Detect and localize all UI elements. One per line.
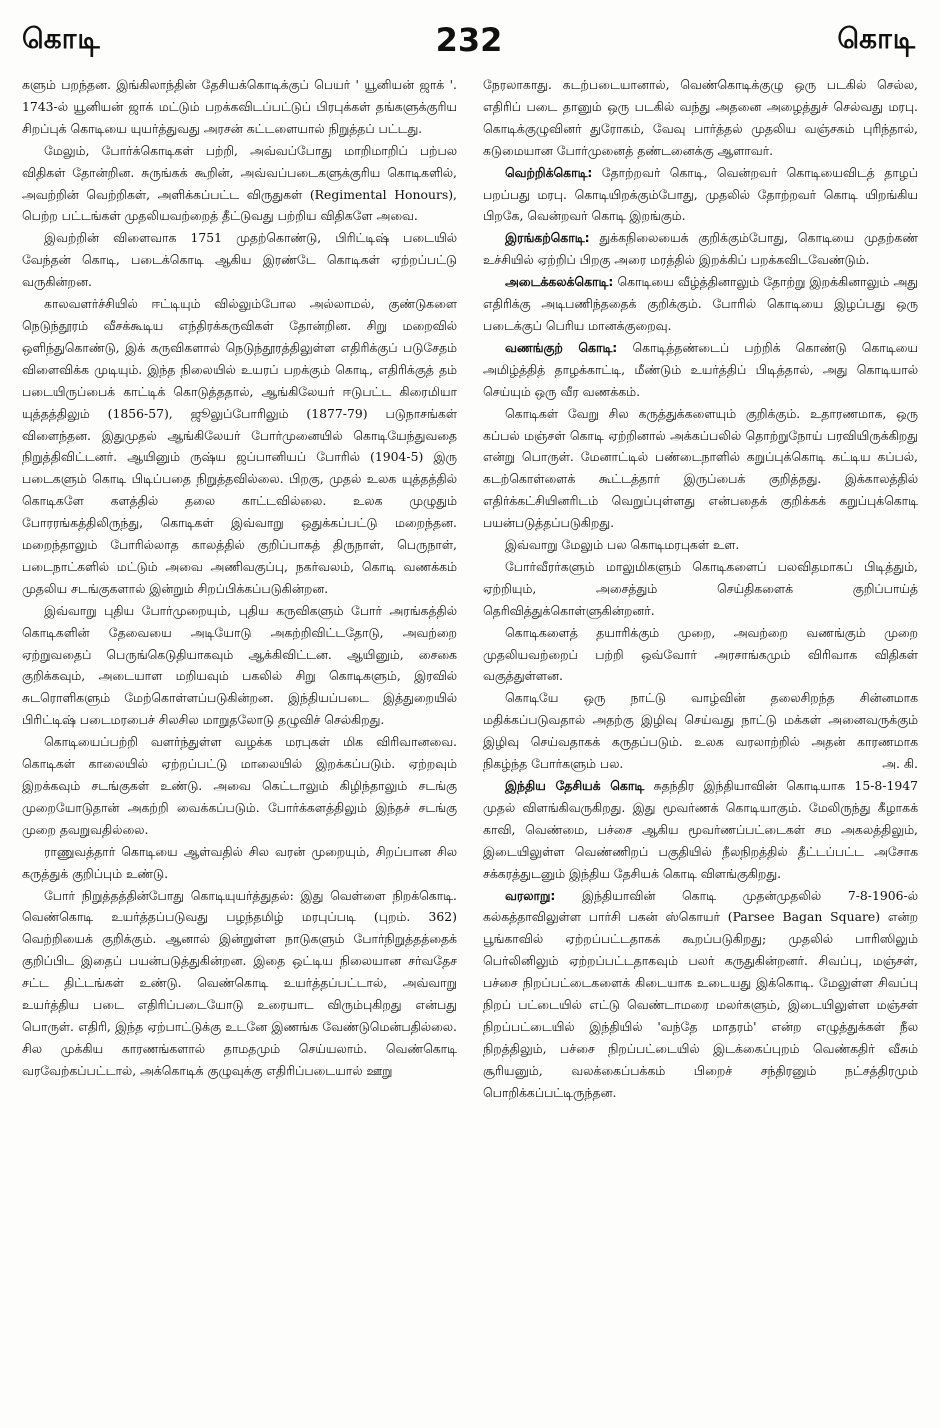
paragraph (483, 556, 918, 622)
paragraph (483, 622, 918, 688)
paragraph-text: காலவளர்ச்சியில் ஈட்டியும் வில்லும்போல அல்லாமல், குண்டுகளை நெடுந்தூரம் வீசக்கூடிய எந்திரக்கருவிகள் தோன்றின. சிறு மறைவில் ஒளிந்துகொண்டு, இக் கருவிகளால் நெடுந்தூரத்திலுள்ள எதிரிக்குப் படுசேதம் விளைவிக்க முடியும். இந்த நிலையில் உயரப் பறக்கும் கொடி, எதிரிக்குத் தம் படையிருப்பைக் காட்டிக் கொடுத்ததால், ஆங்கிலேயர் ஈடுபட்ட கிரைமியா யுத்தத்திலும் (1856-57), ஜூலுப்போரிலும் (1877-79) படுநாசங்கள் விளைந்தன. இதுமுதல் ஆங்கிலேயர் போர்முனையில் கொடியேந்துவதை நிறுத்திவிட்டனர். ஆயினும் ருஷ்ய ஜப்பானியப் போரில் (1904-5) இரு படைகளும் கொடி பிடிப்பதை நிறுத்தவில்லை. பிறகு, முதல் உலக யுத்தத்தில் கொடிகளே களத்தில் தலை காட்டவில்லை. உலக முழுதும் போரரங்கத்திலிருந்து, கொடிகள் இவ்வாறு ஒதுக்கப்பட்டு மறைந்தன. மறைந்தாலும் போரில்லாத காலத்தில் குறிப்பாகத் திருநாள், பெருநாள், படைநாட்களில் மட்டும் அவை அணிவகுப்பு, நகர்வலம், கொடி வணக்கம் முதலிய சடங்குகளால் இன்றும் சிறப்பிக்கப்படுகின்றன. (22, 296, 457, 596)
paragraph (22, 841, 457, 885)
entry-term: வணங்குற் கொடி: (505, 339, 618, 355)
paragraph-text: மேலும், போர்க்கொடிகள் பற்றி, அவ்வப்போது மாறிமாறிப் பற்பல விதிகள் தோன்றின. சுருங்கக் கூறின், அவ்வப்படைகளுக்குரிய கொடிகளில், அவற்றின் வெற்றிகள், அளிக்கப்பட்ட விருதுகள் (Regimental Honours), பெற்ற பட்டங்கள் முதலியவற்றைத் தீட்டுவது பற்றிய விதிகளே அவை. (22, 142, 457, 224)
paragraph-text: கொடிகளைத் தயாரிக்கும் முறை, அவற்றை வணங்கும் முறை முதலியவற்றைப் பற்றி ஒவ்வோர் அரசாங்கமும் விரிவாக விதிகள் வகுத்துள்ளன. (483, 624, 918, 684)
paragraph (22, 227, 457, 293)
paragraph (22, 74, 457, 140)
paragraph (22, 600, 457, 731)
paragraph-text: போர் நிறுத்தத்தின்போது கொடியுயர்த்துதல்: இது வெள்ளை நிறக்கொடி. வெண்கொடி உயர்த்தப்படுவது பழந்தமிழ் மரபுப்படி (புறம். 362) வெற்றியைக் குறிக்கும். ஆனால் இன்றுள்ள நாடுகளும் போர்நிறுத்தத்தைக் குறிப்பிட இதைப் பயன்படுத்துகின்றன. இதை ஒட்டிய நிலையான சர்வதேச சட்ட திட்டங்கள் உண்டு. வெண்கொடி உயர்த்தப்பட்டால், அவ்வாறு உயர்த்திய படை எதிரிப்படையோடு உரையாட விரும்புகிறது என்பது பொருள். எதிரி, இந்த ஏற்பாட்டுக்கு உடனே இணங்க வேண்டுமென்பதில்லை. சில முக்கிய காரணங்களால் தாமதமும் செய்யலாம். வெண்கொடி வரவேற்கப்பட்டால், அக்கொடிக் குழுவுக்கு எதிரிப்படையால் ஊறு (22, 887, 457, 1078)
entry-term: வெற்றிக்கொடி: (505, 164, 593, 180)
entry-term: அடைக்கலக்கொடி: (505, 274, 614, 290)
paragraph-text: போர்வீரர்களும் மாலுமிகளும் கொடிகளைப் பலவிதமாகப் பிடித்தும், ஏற்றியும், அசைத்தும் செய்திகளைக் குறிப்பாய்த் தெரிவித்துக்கொள்ளுகின்றனர். (483, 558, 918, 618)
paragraph-text: இவ்வாறு மேலும் பல கொடிமரபுகள் உள. (505, 537, 740, 553)
page-header (22, 18, 916, 62)
right-running-headword: கொடி (837, 21, 916, 55)
text-columns (22, 74, 918, 1398)
entry-term: இந்திய தேசியக் கொடி (505, 778, 645, 793)
paragraph-text: இவ்வாறு புதிய போர்முறையும், புதிய கருவிகளும் போர் அரங்கத்தில் கொடிகளின் தேவையை அடியோடு அகற்றிவிட்டதோடு, அவற்றை ஏற்றுவதைப் பெருங்கெடுதியாகவும் ஆக்கிவிட்டன. ஆயினும், சைகை குறிக்கவும், அடையாள மறியவும் பகலில் சிறு கொடிகளும், இரவில் சுடரொளிகளும் மேற்கொள்ளப்படுகின்றன. இந்தியப்படை இத்துறையில் பிரிட்டிஷ் படைமரபைச் சிலசில மாறுதலோடு தழுவிச் செல்கிறது. (22, 602, 457, 728)
left-running-headword: கொடி (22, 21, 101, 55)
paragraph-text: கொடியே ஒரு நாட்டு வாழ்வின் தலைசிறந்த சின்னமாக மதிக்கப்படுவதால் அதற்கு இழிவு செய்வது நாட்டு மக்கள் அனைவருக்கும் இழிவு செய்வதாகக் கருதப்படும். உலக வரலாற்றில் அதன் காரணமாக நிகழ்ந்த போர்களும் பல. (483, 690, 918, 772)
paragraph-text: துக்கநிலையைக் குறிக்கும்போது, கொடியை முதற்கண் உச்சியில் ஏற்றிப் பிறகு அரை மரத்தில் இறக்கிப் பறக்கவிடவேண்டும். (483, 230, 918, 268)
paragraph-text: சுதந்திர இந்தியாவின் கொடியாக 15-8-1947 முதல் விளங்கிவருகிறது. இது மூவர்ணக் கொடியாகும். மேலிருந்து கீழாகக் காவி, வெண்மை, பச்சை ஆகிய மூவர்ணப்பட்டைகள் சம அகலத்திலும், இடையிலுள்ள வெண்ணிறப் பகுதியில் நீலநிறத்தில் தீட்டப்பட்ட அசோக சக்கரத்துடனும் இந்திய தேசியக் கொடி விளங்குகிறது. (483, 778, 918, 881)
entry-term: வரலாறு: (505, 887, 556, 903)
paragraph-text: இந்தியாவின் கொடி முதன்முதலில் 7-8-1906-ல் கல்கத்தாவிலுள்ள பார்சி பகன் ஸ்கொயர் (Parsee Bagan Square) என்ற பூங்காவில் ஏற்றப்பட்டதாகக் கூறப்படுகிறது; முதலில் பாரிஸிலும் பெர்லினிலும் ஏற்றப்பட்டதாகவும் பலர் கருதுகின்றனர். சிவப்பு, மஞ்சள், பச்சை நிறப்பட்டைகளைக் கிடையாக உடையது இக்கொடி. மேலுள்ள சிவப்பு நிறப் பட்டையில் எட்டு வெண்டாமரை மலர்களும், இடையிலுள்ள மஞ்சள் நிறப்பட்டையில் இந்தியில் 'வந்தே மாதரம்' என்ற எழுத்துக்கள் நீல நிறத்திலும், பச்சை நிறப்பட்டையில் இடக்கைப்புறம் வெண்கதிர் வீசும் சூரியனும், வலக்கைப்பக்கம் பிறைச் சந்திரனும் நட்சத்திரமும் பொறிக்கப்பட்டிருந்தன. (483, 887, 918, 1100)
paragraph (483, 227, 918, 271)
paragraph (483, 534, 918, 556)
paragraph (483, 271, 918, 337)
left-column (22, 74, 457, 1398)
entry-term: இரங்கற்கொடி: (505, 230, 590, 246)
paragraph (22, 885, 457, 1082)
paragraph (483, 162, 918, 228)
paragraph-text: கொடித்தண்டைப் பற்றிக் கொண்டு கொடியை அமிழ்த்தித் தாழக்காட்டி, மீண்டும் உயர்த்திப் பிடித்தால், அது கொடியால் செய்யும் ஒரு வீர வணக்கம். (483, 339, 918, 399)
paragraph-text: கொடியைப்பற்றி வளர்ந்துள்ள வழக்க மரபுகள் மிக விரிவானவை. கொடிகள் காலையில் ஏற்றப்பட்டு மாலையில் இறக்கப்படும். ஏற்றவும் இறக்கவும் சடங்குகள் உண்டு. அவை கெட்டாலும் கிழிந்தாலும் சடங்கு முறையோடுதான் அகற்றி வைக்கப்படும். போர்க்களத்திலும் இந்தச் சடங்கு முறை தவறுவதில்லை. (22, 734, 457, 837)
paragraph (22, 293, 457, 600)
paragraph (483, 687, 918, 775)
paragraph (22, 731, 457, 841)
paragraph (483, 775, 918, 885)
paragraph-text: கொடியை வீழ்த்தினாலும் தோற்று இறக்கினாலும் அது எதிரிக்கு அடிபணிந்ததைக் குறிக்கும். போரில் கொடியை இழப்பது ஒரு படைக்குப் பெரிய மானக்குறைவு. (483, 274, 918, 333)
paragraph (483, 337, 918, 403)
paragraph (483, 403, 918, 534)
paragraph-text: நேரலாகாது. கடற்படையானால், வெண்கொடிக்குழு ஒரு படகில் செல்ல, எதிரிப் படை தானும் ஒரு படகில் வந்து அதனை அழைத்துச் செல்வது மரபு. கொடிக்குழுவினர் துரோகம், வேவு பார்த்தல் முதலிய வஞ்சகம் புரிந்தால், கடுமையான போர்முனைத் தண்டனைக்கு ஆளாவர். (483, 77, 918, 158)
paragraph (22, 140, 457, 228)
paragraph (483, 74, 918, 162)
author-initials: அ. கி. (882, 756, 918, 772)
paragraph-text: இவற்றின் விளைவாக 1751 முதற்கொண்டு, பிரிட்டிஷ் படையில் வேந்தன் கொடி, படைக்கொடி ஆகிய இரண்டே கொடிகள் ஏற்றப்பட்டு வருகின்றன. (22, 230, 457, 290)
page-number: 232 (435, 21, 503, 59)
paragraph (483, 885, 918, 1104)
paragraph-text: தோற்றவர் கொடி, வென்றவர் கொடியைவிடத் தாழப் பறப்பது மரபு. கொடியிறக்கும்போது, முதலில் தோற்றவர் கொடி யிறங்கிய பிறகே, வென்றவர் கொடி இறங்கும். (483, 164, 918, 224)
paragraph-text: கொடிகள் வேறு சில கருத்துக்களையும் குறிக்கும். உதாரணமாக, ஒரு கப்பல் மஞ்சள் கொடி ஏற்றினால் அக்கப்பலில் தொற்றுநோய் பரவியிருக்கிறது என்று பொருள். மேனாட்டில் பண்டைநாளில் கறுப்புக்கொடி கட்டிய கப்பல், கடற்கொள்ளைக் கூட்டத்தார் இருப்பைக் குறித்தது. இக்காலத்தில் எதிர்க்கட்சியினரிடம் வெறுப்புள்ளது என்பதைக் குறிக்கக் கறுப்புக்கொடி பயன்படுத்தப்படுகிறது. (483, 405, 918, 531)
paragraph-text: ராணுவத்தார் கொடியை ஆள்வதில் சில வரன் முறையும், சிறப்பான சில கருத்துக் குறிப்பும் உண்டு. (22, 843, 457, 881)
paragraph-text: களும் பறந்தன. இங்கிலாந்தின் தேசியக்கொடிக்குப் பெயர் ' யூனியன் ஜாக் '. 1743-ல் யூனியன் ஜாக் மட்டும் பறக்கவிடப்பட்டுப் பிரபுக்கள் தங்களுக்குரிய சிறப்புக் கொடியை யுயர்த்துவது அரசன் கட்டளையால் நிறுத்தப் பட்டது. (22, 77, 457, 136)
right-column (483, 74, 918, 1398)
